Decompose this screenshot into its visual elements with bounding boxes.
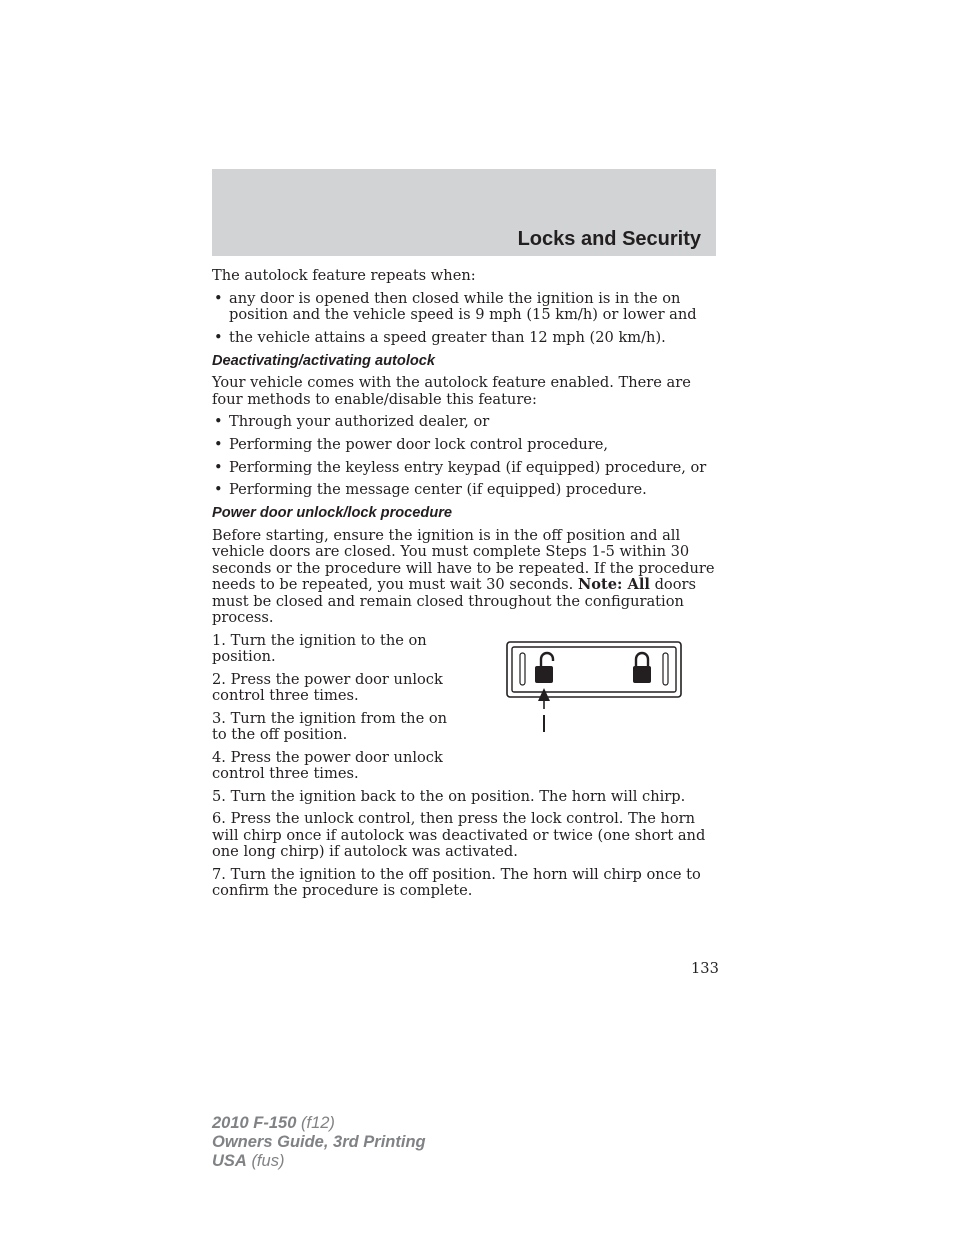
- switch-left-ridge: [520, 653, 525, 685]
- enable-methods-list: [212, 414, 716, 499]
- procedure-text-after: doors must be closed and remain closed throughout the configuration process.: [212, 576, 696, 627]
- list-item: • any door is opened then closed while the ignition is in the on position and the vehicle speed is 9 mph (15 km/h) or lower and: [212, 291, 716, 324]
- switch-right-ridge: [663, 653, 668, 685]
- list-item: • Performing the keyless entry keypad (if equipped) procedure, or: [212, 460, 716, 477]
- page-content: [212, 268, 716, 906]
- step-item: 1. Turn the ignition to the on position.: [212, 631, 427, 666]
- procedure-steps: [212, 633, 716, 900]
- step-item: 6. Press the unlock control, then press the lock control. The horn will chirp once if autolock was deactivated or twice (one short and one long chirp) if autolock was activated.: [212, 810, 706, 861]
- door-lock-switch-diagram: [506, 641, 684, 737]
- footer-guide-line: [212, 1133, 426, 1152]
- page-number: 133: [691, 960, 719, 977]
- unlock-icon: [535, 653, 553, 683]
- footer-model: 2010 F-150: [212, 1114, 297, 1132]
- section-heading-procedure: Power door unlock/lock procedure: [212, 505, 453, 522]
- autolock-paragraph: Your vehicle comes with the autolock feature enabled. There are four methods to enable/disable this feature:: [212, 374, 691, 408]
- step-item: 5. Turn the ignition back to the on position. The horn will chirp.: [212, 787, 686, 805]
- lock-icon: [633, 653, 651, 683]
- list-item: • Performing the power door lock control procedure,: [212, 437, 716, 454]
- section-heading-autolock: Deactivating/activating autolock: [212, 352, 436, 369]
- footer-model-code: (f12): [301, 1114, 335, 1132]
- procedure-text: Before starting, ensure the ignition is in the off position and all vehicle doors are closed. You must complete Steps 1-5 within 30 seconds or the procedure will have to be repeated. If the procedure needs to be repeated, you must wait 30 seconds.: [212, 526, 715, 594]
- step-item: 4. Press the power door unlock control three times.: [212, 748, 443, 783]
- list-item: • Through your authorized dealer, or: [212, 414, 716, 431]
- switch-outer-frame: [507, 642, 681, 697]
- note-label: Note: All: [577, 576, 650, 594]
- intro-text: The autolock feature repeats when:: [212, 267, 476, 284]
- step-item: 2. Press the power door unlock control three times.: [212, 670, 443, 705]
- footer-region: USA: [212, 1152, 247, 1170]
- section-title: Locks and Security: [517, 228, 701, 250]
- footer-region-line: [212, 1152, 426, 1171]
- pointer-arrow: [538, 688, 550, 732]
- repeat-conditions-list: [212, 291, 716, 347]
- footer-guide: Owners Guide, 3rd Printing: [212, 1133, 426, 1151]
- section-header-bar: [212, 169, 716, 256]
- list-item: • the vehicle attains a speed greater than 12 mph (20 km/h).: [212, 330, 716, 347]
- list-item: • Performing the message center (if equipped) procedure.: [212, 482, 716, 499]
- footer-model-line: [212, 1114, 426, 1133]
- step-item: 7. Turn the ignition to the off position. The horn will chirp once to confirm the procedure is complete.: [212, 865, 701, 900]
- procedure-paragraph: [212, 528, 716, 627]
- document-footer: [212, 1114, 426, 1171]
- footer-region-code: (fus): [251, 1152, 285, 1170]
- step-item: 3. Turn the ignition from the on to the off position.: [212, 709, 448, 744]
